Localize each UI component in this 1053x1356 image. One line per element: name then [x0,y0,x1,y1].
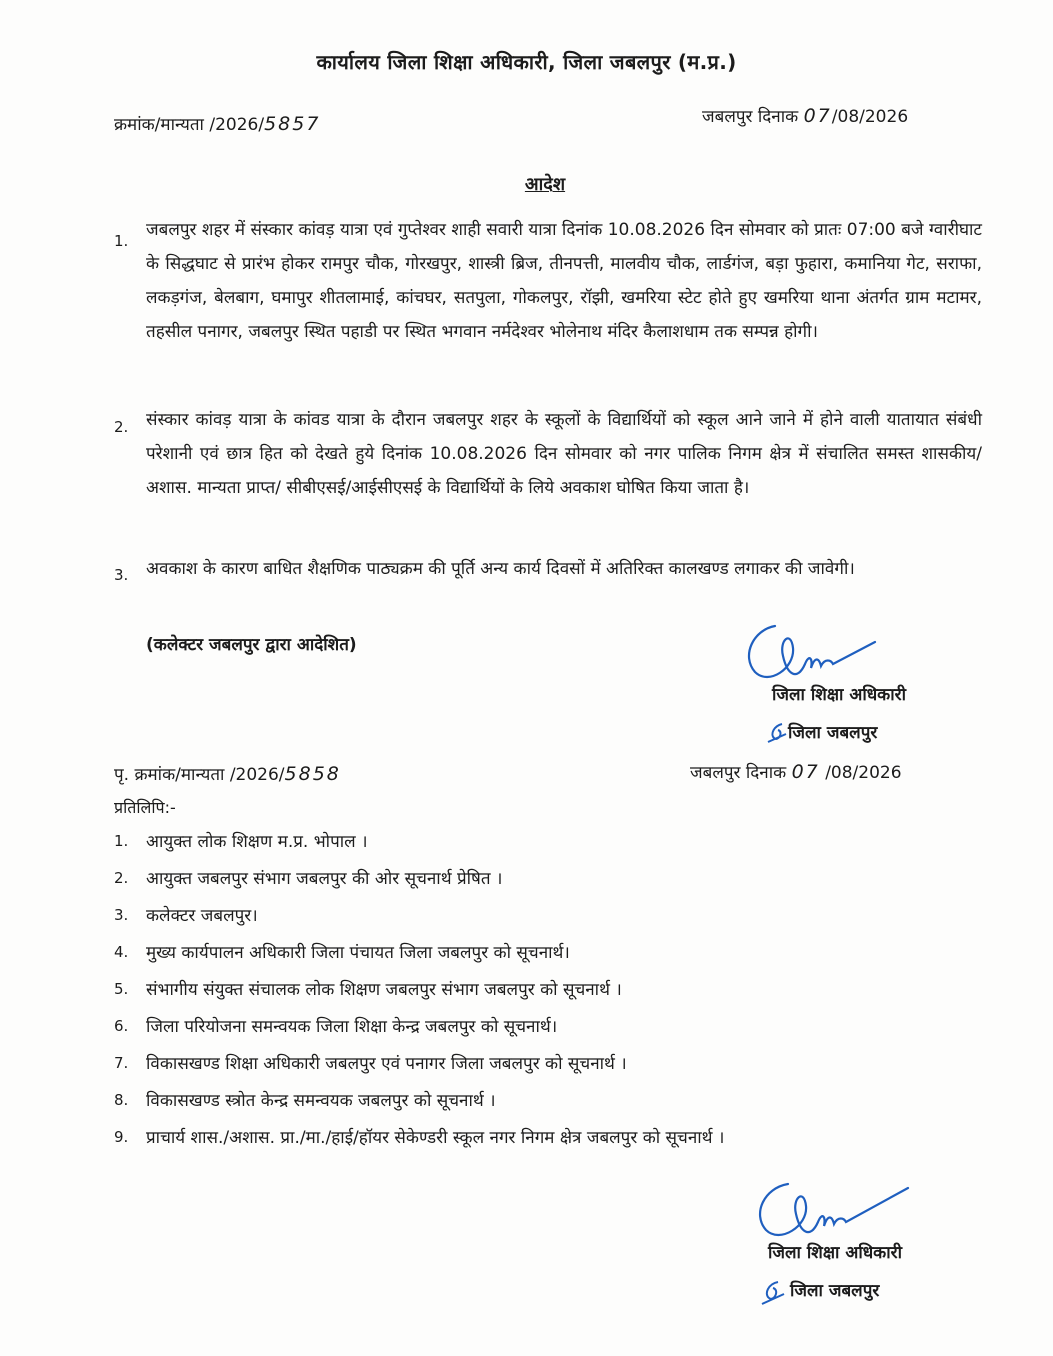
copy-date-prefix: जबलपुर दिनाक [690,763,787,783]
copy-reference [114,762,341,785]
signature-designation: जिला शिक्षा अधिकारी [772,685,906,705]
list-item [114,1081,724,1118]
order-reference [114,112,320,135]
copy-date-day: 07 [791,761,820,783]
copy-to-list [114,822,724,1155]
list-item [114,822,724,859]
order-heading: आदेश [524,174,566,195]
office-title: कार्यालय जिला शिक्षा अधिकारी, जिला जबलपुर (म.प्र.) [316,50,737,74]
order-point: अवकाश के कारण बाधित शैक्षणिक पाठ्यक्रम की पूर्ति अन्य कार्य दिवसों में अतिरिक्त कालखण्ड लगाकर की जावेगी। [146,559,855,579]
point-number: 1. [114,232,129,250]
ref-number: 5857 [264,113,321,135]
order-date [702,104,908,127]
item-text: आयुक्त लोक शिक्षण म.प्र. भोपाल । [146,832,368,852]
list-item [114,1044,724,1081]
item-number: 4. [114,942,129,961]
initial-mark [758,1278,788,1308]
order-point: संस्कार कांवड़ यात्रा के कांवड यात्रा के दौरान जबलपुर शहर के स्कूलों के विद्यार्थियों को स्कूल आने जाने में होने वाली यातायात संबंधी परेशानी एवं छात्र हित को देखते हुये दिनांक 10.08.2026 दिन सोमवार को नगर पालिक निगम क्षेत्र में संचालित समस्त शासकीय/अशास. मान्यता प्राप्त/ सीबीएसई/आईसीएसई के विद्यार्थियों के लिये अवकाश घोषित किया जाता है। [146,410,982,498]
item-text: मुख्य कार्यपालन अधिकारी जिला पंचायत जिला जबलपुर को सूचनार्थ। [146,943,570,963]
copy-date [690,760,902,783]
authority-note: (कलेक्टर जबलपुर द्वारा आदेशित) [146,635,357,655]
item-number: 6. [114,1016,129,1035]
item-number: 3. [114,905,129,924]
item-number: 2. [114,868,129,887]
list-item [114,933,724,970]
list-item [114,859,724,896]
officer-signature [735,612,885,690]
item-number: 5. [114,979,129,998]
point-number: 2. [114,418,129,436]
list-item [114,970,724,1007]
item-text: संभागीय संयुक्त संचालक लोक शिक्षण जबलपुर संभाग जबलपुर को सूचनार्थ । [146,980,622,1000]
copy-ref-prefix: पृ. क्रमांक/मान्यता /2026/ [114,765,285,785]
list-item [114,896,724,933]
point-number: 3. [114,566,129,584]
copy-to-label: प्रतिलिपि:- [114,798,176,817]
copy-date-rest: /08/2026 [825,763,902,783]
item-text: जिला परियोजना समन्वयक जिला शिक्षा केन्द्र जबलपुर को सूचनार्थ। [146,1017,558,1037]
list-item [114,1118,724,1155]
item-text: प्राचार्य शास./अशास. प्रा./मा./हाई/हॉयर सेकेण्डरी स्कूल नगर निगम क्षेत्र जबलपुर को सूचनार्थ । [146,1128,725,1148]
signature-location: जिला जबलपुर [788,723,878,743]
item-text: विकासखण्ड स्त्रोत केन्द्र समन्वयक जबलपुर को सूचनार्थ । [146,1091,496,1111]
date-prefix: जबलपुर दिनाक [702,107,799,127]
item-text: आयुक्त जबलपुर संभाग जबलपुर की ओर सूचनार्थ प्रेषित । [146,869,503,889]
date-rest: /08/2026 [831,107,909,127]
officer-signature [748,1168,918,1248]
list-item [114,1007,724,1044]
item-number: 1. [114,831,129,850]
order-point: जबलपुर शहर में संस्कार कांवड़ यात्रा एवं गुप्तेश्वर शाही सवारी यात्रा दिनांक 10.08.2026 दिन सोमवार को प्रातः 07:00 बजे ग्वारीघाट के सिद्धघाट से प्रारंभ होकर रामपुर चौक, गोरखपुर, शास्त्री ब्रिज, तीनपत्ती, मालवीय चौक, लार्डगंज, बड़ा फुहारा, कमानिया गेट, सराफा, लकड़गंज, बेलबाग, घमापुर शीतलामाई, कांचघर, सतपुला, गोकलपुर, रॉझी, खमरिया स्टेट होते हुए खमरिया थाना अंतर्गत ग्राम मटामर, तहसील पनागर, जबलपुर स्थित पहाडी पर स्थित भगवान नर्मदेश्वर भोलेनाथ मंदिर कैलाशधाम तक सम्पन्न होगी। [146,220,982,342]
item-number: 9. [114,1127,129,1146]
date-day: 07 [803,105,832,127]
initial-mark [764,720,790,746]
signature-designation: जिला शिक्षा अधिकारी [768,1243,902,1263]
signature-location: जिला जबलपुर [790,1281,880,1301]
item-number: 7. [114,1053,129,1072]
item-number: 8. [114,1090,129,1109]
item-text: कलेक्टर जबलपुर। [146,906,258,926]
copy-ref-number: 5858 [284,763,341,785]
item-text: विकासखण्ड शिक्षा अधिकारी जबलपुर एवं पनागर जिला जबलपुर को सूचनार्थ । [146,1054,627,1074]
ref-prefix: क्रमांक/मान्यता /2026/ [114,115,265,135]
